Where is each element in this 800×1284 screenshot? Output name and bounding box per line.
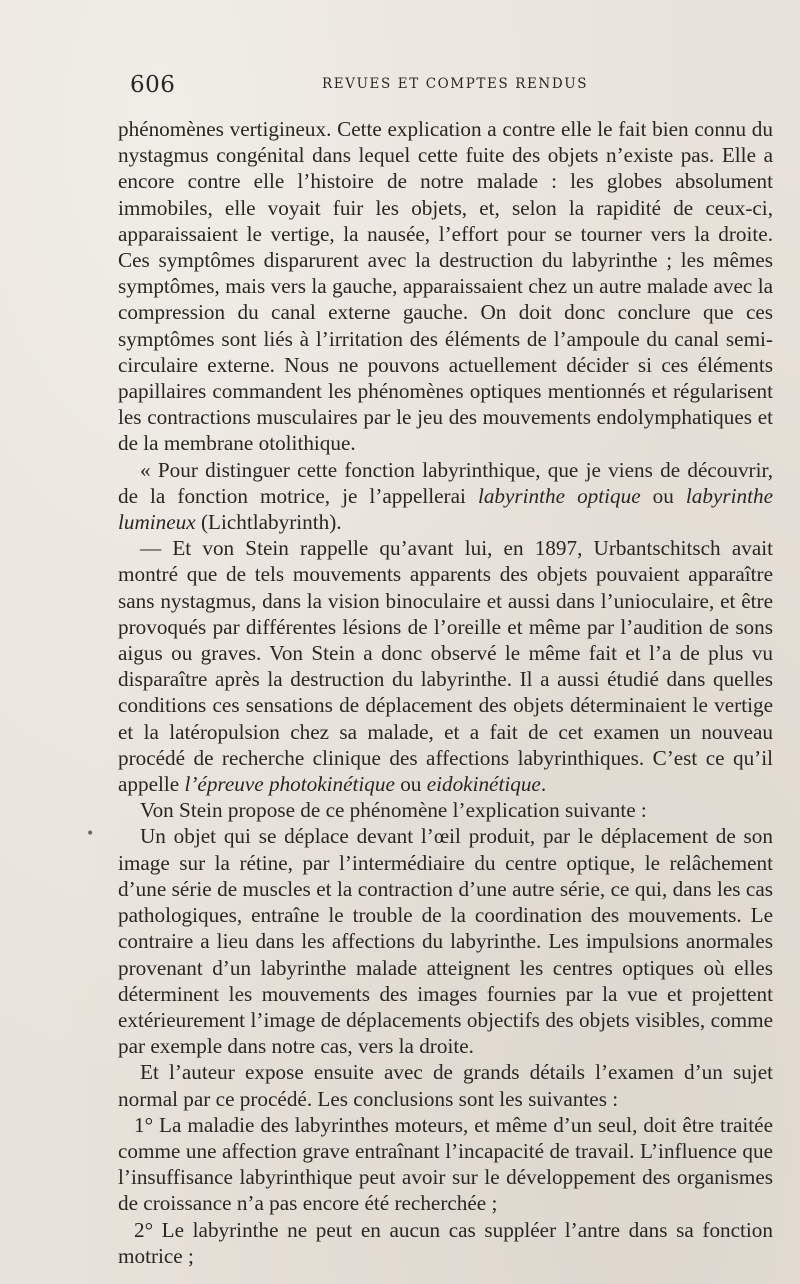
body-text	[118, 116, 773, 1269]
quote-text-middle: ou	[640, 483, 686, 508]
term-labyrinthe-lumineux: labyrinthe lumineux	[118, 483, 773, 535]
paragraph-conclusion-2: 2° Le labyrinthe ne peut en aucun cas suppléer l’antre dans sa fonction motrice ;	[118, 1217, 773, 1268]
quote-text-after: (Lichtlabyrinth).	[195, 510, 342, 535]
term-eidokinetique: eidokinétique	[426, 772, 541, 797]
paragraph-explication: Un objet qui se déplace devant l’œil produit, par le déplacement de son image sur la rétine, par l’intermédiaire du centre optique, le relâchement d’une série de muscles et la contraction d’une autre série, ce qui, dans les cas pathologiques, entraîne le trouble de la coordination des mouvements. Le contraire a lieu dans les affections du labyrinthe. Les impulsions anormales provenant d’un labyrinthe malade atteignent les centres optiques où elles déterminent les mouvements des images fournies par la vue et projettent extérieurement l’image de déplacements objectifs des objets visibles, comme par exemple dans notre cas, vers la droite.	[118, 824, 773, 1059]
urbantschitsch-text-middle: ou	[394, 772, 427, 797]
term-epreuve-photokinetique: l’épreuve photokinétique	[184, 772, 395, 797]
paragraph-explication-intro: Von Stein propose de ce phénomène l’explication suivante :	[140, 798, 647, 823]
urbantschitsch-text-after: .	[540, 772, 547, 797]
paragraph-examen: Et l’auteur expose ensuite avec de grands détails l’examen d’un sujet normal par ce procédé. Les conclusions sont les suivantes :	[118, 1060, 773, 1111]
margin-speck: •	[86, 826, 95, 842]
page-number: 606	[130, 72, 176, 98]
quote-text-before: « Pour distinguer cette fonction labyrinthique, que je viens de découvrir, de la fonction motrice, je l’appellerai	[118, 457, 773, 508]
term-labyrinthe-optique: labyrinthe optique	[477, 483, 641, 508]
paragraph-vertige-explanation: phénomènes vertigineux. Cette explication a contre elle le fait bien connu du nystagmus congénital dans lequel cette fuite des objets n’existe pas. Elle a encore contre elle l’histoire de notre malade : les globes absolument immobiles, elle voyait fuir les objets, et, selon la rapidité de ceux-ci, apparaissaient le vertige, la nausée, l’effort pour se tourner vers la droite. Ces symptômes disparurent avec la destruction du labyrinthe ; les mêmes symptômes, mais vers la gauche, apparaissaient chez un autre malade avec la compression du canal externe gauche. On doit donc conclure que ces symptômes sont liés à l’irritation des éléments de l’ampoule du canal semi-circulaire externe. Nous ne pouvons actuellement décider si ces éléments papillaires commandent les phénomènes optiques mentionnés et régularisent les contractions musculaires par le jeu des mouvements endolymphatiques et de la membrane otolithique.	[118, 117, 773, 456]
paragraph-urbantschitsch	[118, 535, 773, 797]
urbantschitsch-text-before: — Et von Stein rappelle qu’avant lui, en 1897, Urbantschitsch avait montré que de tels mouvements apparents des objets pouvaient apparaître sans nystagmus, dans la vision binoculaire et aussi dans l’unioculaire, et être provoqués par différentes lésions de l’oreille et même par l’audition de sons aigus ou graves. Von Stein a donc observé le même fait et l’a de plus vu disparaître après la destruction du labyrinthe. Il a aussi étudié dans quelles conditions ces sensations de déplacement des objets déterminaient le vertige et la latéropulsion chez sa malade, et a fait de cet examen un nouveau procédé de recherche clinique des affections labyrinthiques. C’est ce qu’il appelle	[118, 536, 773, 797]
page-header	[130, 72, 780, 102]
paragraph-quote-labyrinthe-optique	[118, 457, 773, 536]
running-head: REVUES ET COMPTES RENDUS	[322, 76, 589, 92]
paragraph-conclusion-1: 1° La maladie des labyrinthes moteurs, et même d’un seul, doit être traitée comme une affection grave entraînant l’incapacité de travail. L’influence que l’insuffisance labyrinthique peut avoir sur le développement des organismes de croissance n’a pas encore été recherchée ;	[118, 1112, 773, 1216]
